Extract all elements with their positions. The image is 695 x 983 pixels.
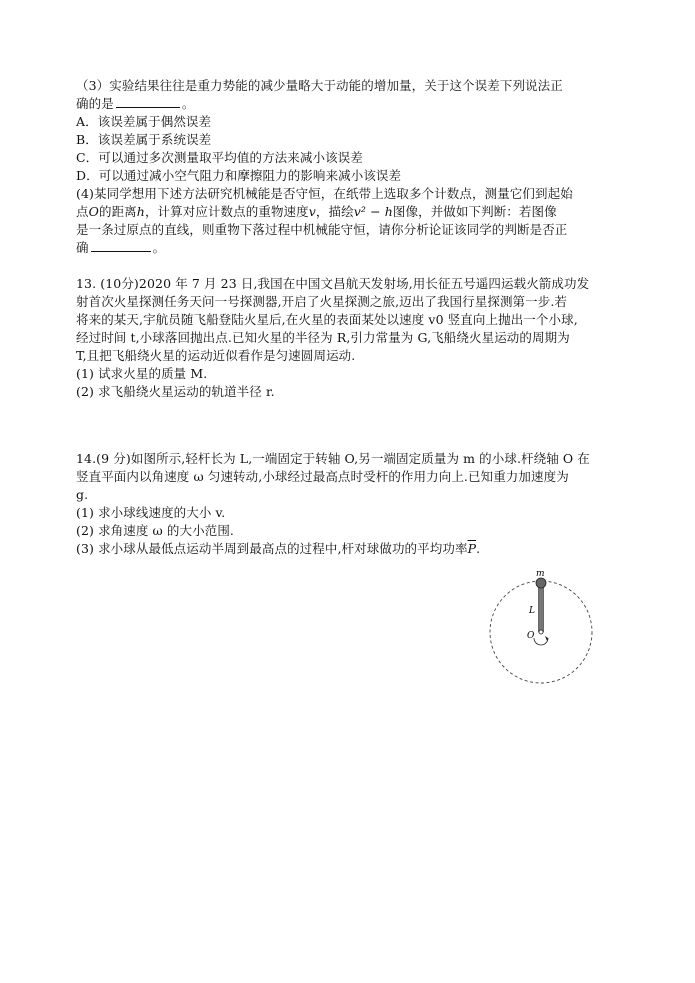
q14-sub3-text: (3) 求小球从最低点运动半周到最高点的过程中,杆对球做功的平均功率	[76, 541, 468, 556]
ball-mass	[536, 578, 546, 588]
q14-sub1: (1) 求小球线速度的大小 v.	[76, 505, 226, 520]
q4-line1: (4)某同学想用下述方法研究机械能是否守恒，在纸带上选取多个计数点，测量它们到起始	[76, 186, 573, 201]
q4-text-d: ，描绘	[315, 204, 354, 219]
q3-stem-line1: （3）实验结果往往是重力势能的减少量略大于动能的增加量，关于这个误差下列说法正	[76, 78, 563, 93]
q13-line5: T,且把飞船绕火星的运动近似看作是匀速圆周运动.	[76, 348, 356, 363]
label-l: L	[529, 606, 535, 616]
q14-line1: 14.(9 分)如图所示,轻杆长为 L,一端固定于转轴 O,另一端固定质量为 m 的小球.杆绕轴 O 在	[76, 451, 590, 466]
q14-line3: g.	[76, 487, 89, 502]
q13-line4: 经过时间 t,小球落回抛出点.已知火星的半径为 R,引力常量为 G,飞船绕火星运动的周期为	[76, 330, 570, 345]
q4-line4-text: 确	[76, 240, 89, 255]
q4-text-b: 的距离	[98, 204, 137, 219]
label-o: O	[527, 631, 535, 641]
q4-text-c: ，计算对应计数点的重物速度	[144, 204, 309, 219]
q14-sub3	[76, 540, 480, 558]
q4-line3: 是一条过原点的直线，则重物下落过程中机械能守恒，请你分析论证该同学的判断是否正	[76, 222, 568, 237]
q14-sub2: (2) 求角速度 ω 的大小范围.	[76, 523, 234, 538]
q4-text-a: 点	[76, 204, 89, 219]
q4-line4-end: 。	[152, 240, 166, 255]
light-rod	[539, 583, 544, 632]
q4-symbol-o: O	[88, 204, 99, 219]
q13-line3: 将来的某天,宇航员随飞船登陆火星后,在火星的表面某处以速度 v0 竖直向上抛出一个小球,	[76, 312, 578, 327]
q4-text-e: 图像，并做如下判断：若图像	[392, 204, 557, 219]
q3-stem-end: 。	[181, 96, 195, 111]
q3-option-a: A．该误差属于偶然误差	[76, 114, 212, 129]
q3-stem-line2	[76, 95, 194, 113]
q4-symbol-v: v	[308, 204, 316, 219]
rod-rotation-figure	[486, 568, 596, 690]
q3-option-d: D．可以通过减小空气阻力和摩擦阻力的影响来减小该误差	[76, 168, 402, 183]
q4-formula: v² − h	[353, 204, 393, 219]
q3-answer-blank[interactable]	[116, 95, 180, 108]
q13-line1: 13. (10分)2020 年 7 月 23 日,我国在中国文昌航天发射场,用长征五号遥四运载火箭成功发	[76, 276, 590, 291]
q14-line2: 竖直平面内以角速度 ω 匀速转动,小球经过最高点时受杆的作用力向上.已知重力加速度为	[76, 469, 569, 484]
rotation-arc-icon	[534, 638, 548, 645]
q4-answer-blank[interactable]	[91, 239, 151, 252]
q4-symbol-h: h	[136, 204, 145, 219]
q3-option-b: B．该误差属于系统误差	[76, 132, 212, 147]
q4-line2	[76, 203, 557, 221]
q13-line2: 射首次火星探测任务天问一号探测器,开启了火星探测之旅,迈出了我国行星探测第一步.若	[76, 294, 568, 309]
q14-sub3-end: .	[476, 541, 481, 556]
q3-option-c: C．可以通过多次测量取平均值的方法来减小该误差	[76, 150, 363, 165]
q13-sub2: (2) 求飞船绕火星运动的轨道半径 r.	[76, 384, 275, 399]
label-m: m	[536, 569, 545, 579]
q3-stem-text: 确的是	[76, 96, 114, 111]
q13-sub1: (1) 试求火星的质量 M.	[76, 366, 208, 381]
pivot-axis	[539, 630, 543, 634]
q14-avg-power-symbol: $\overline{P}$	[467, 541, 477, 556]
q4-line4	[76, 239, 165, 257]
